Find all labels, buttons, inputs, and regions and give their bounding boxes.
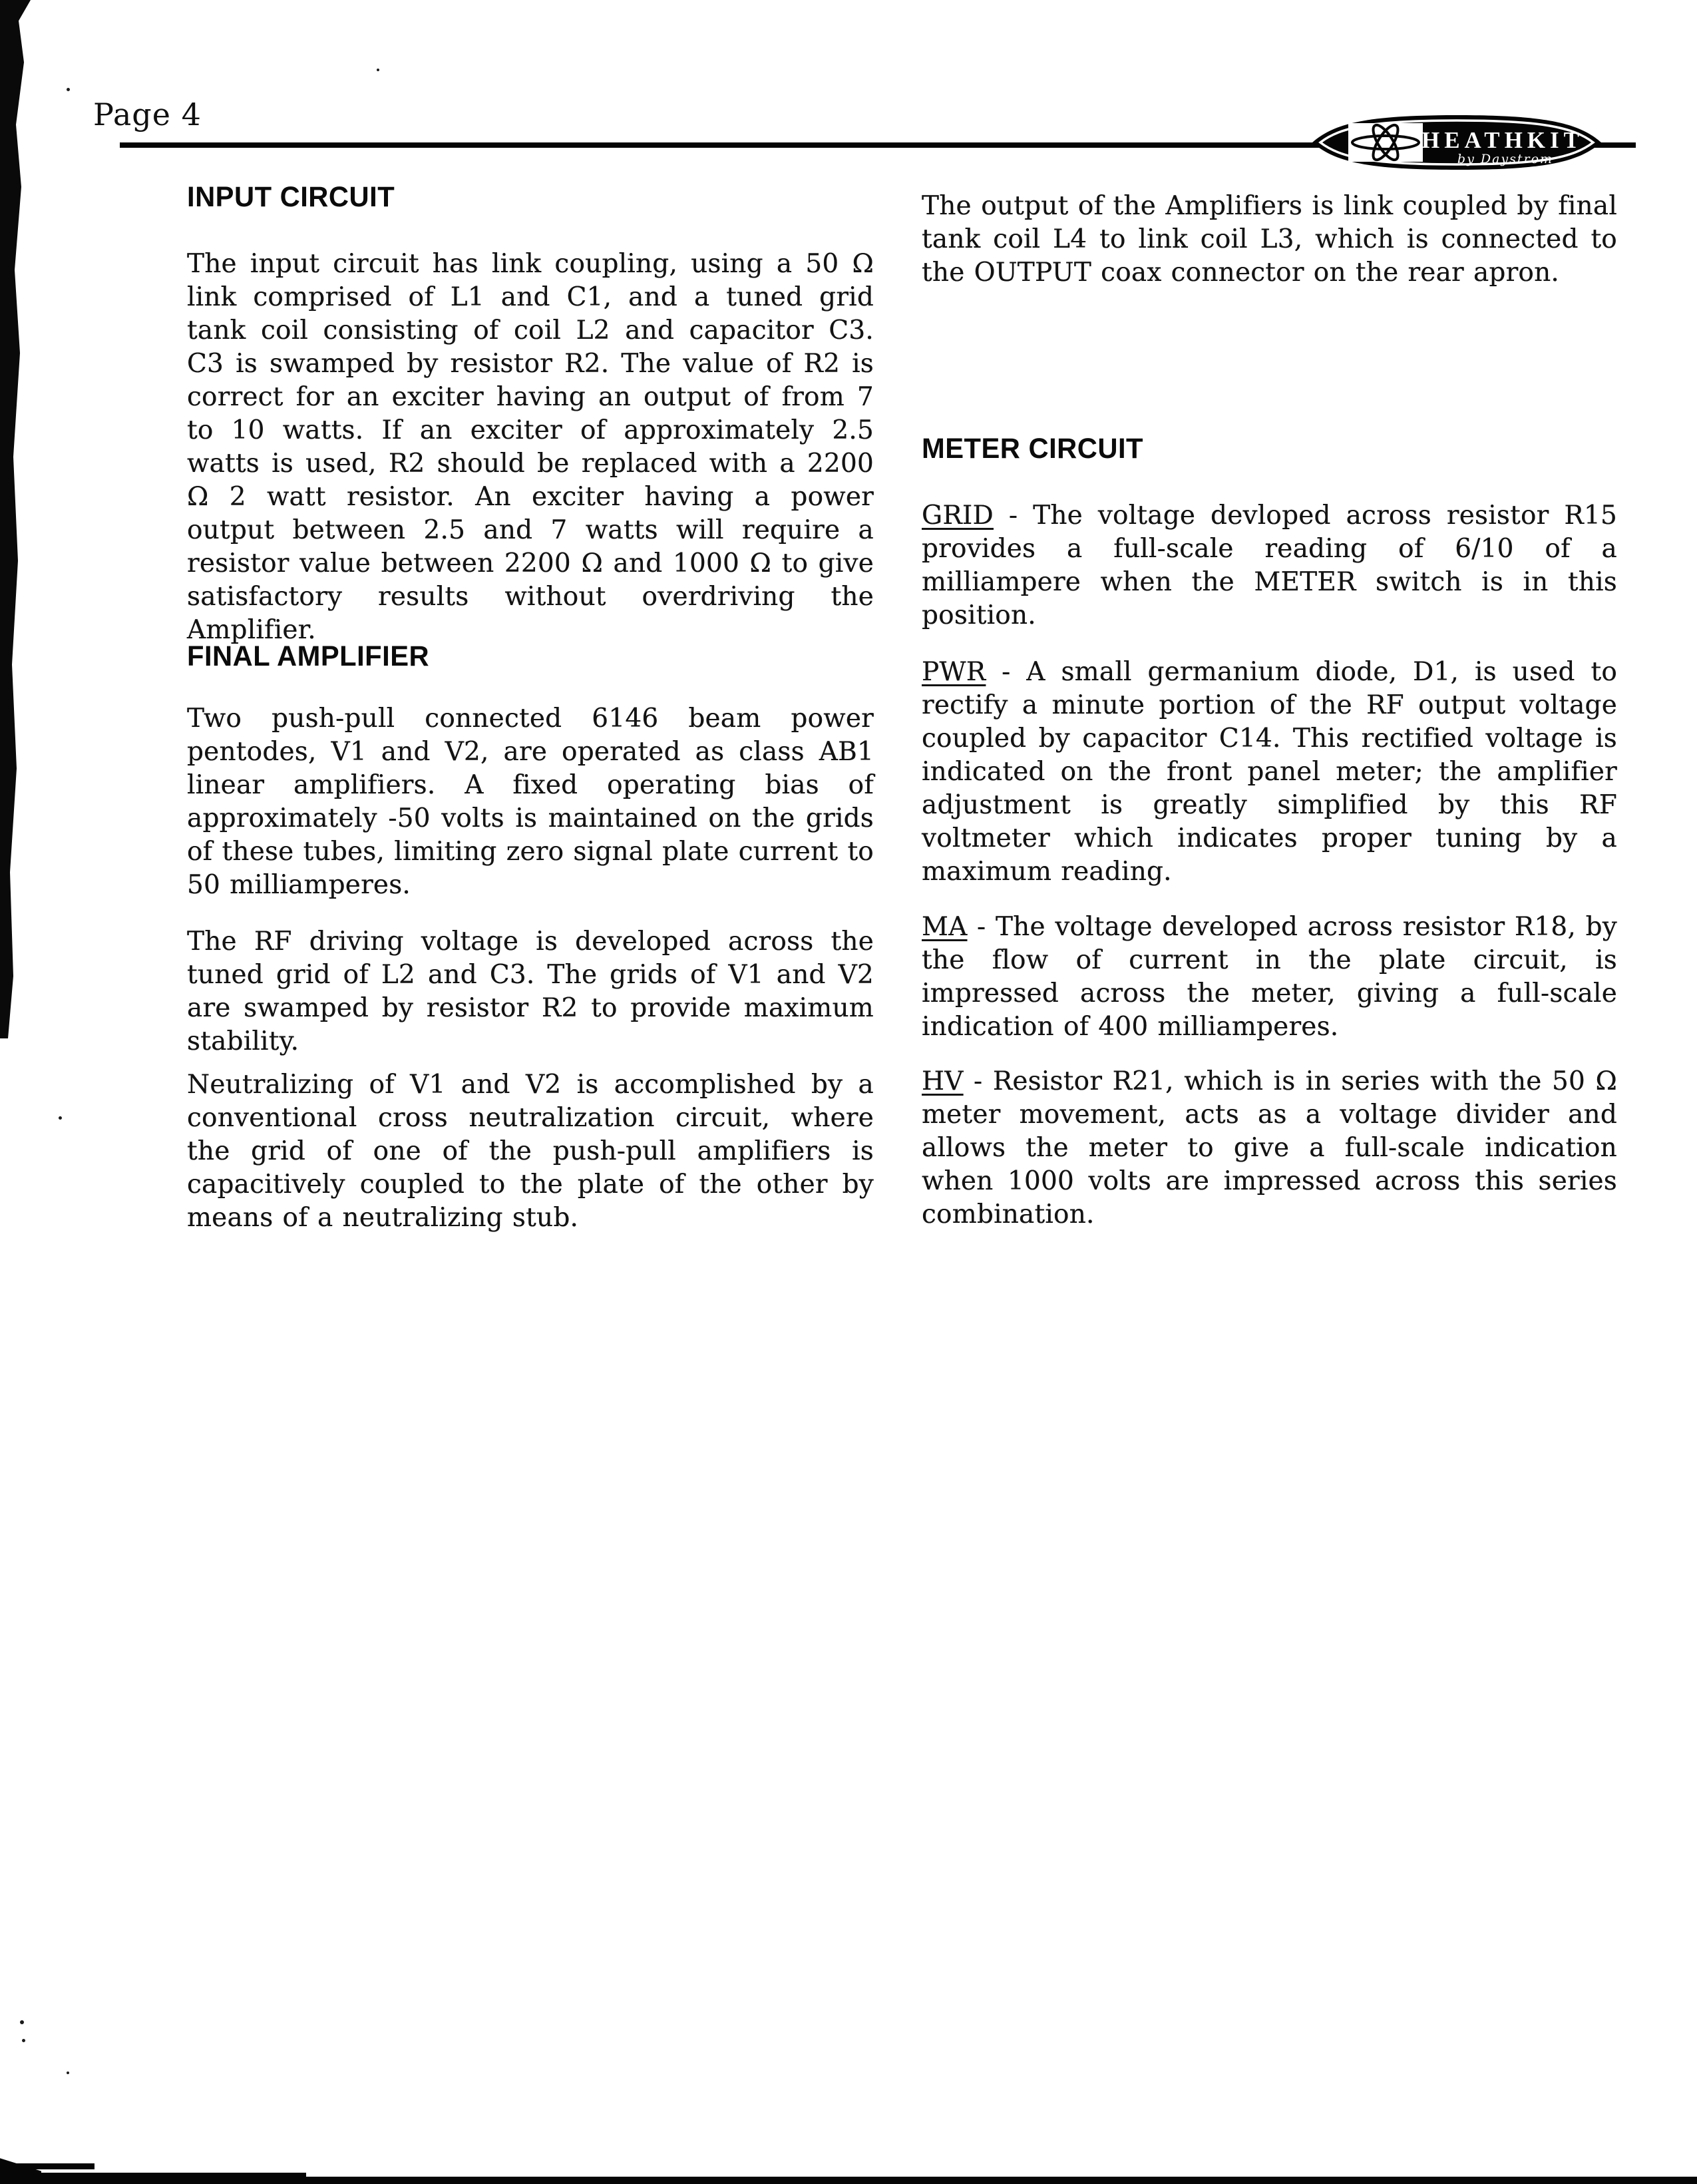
- paragraph-final-amplifier-3: Neutralizing of V1 and V2 is accomplished by a conventional cross neutralization circuit, where the grid of one of the push-pull amplifiers is capacitively coupled to the plate of the other by means of a neutralizing stub.: [187, 1070, 874, 1233]
- meter-position-text-ma: - The voltage developed across resistor R18, by the flow of current in the plate circuit, is impressed across the meter, giving a full-scale indication of 400 milliamperes.: [922, 912, 1617, 1042]
- paragraph-final-amplifier-2: The RF driving voltage is developed across the tuned grid of L2 and C3. The grids of V1 and V2 are swamped by resistor R2 to provide maximum stability.: [187, 927, 874, 1056]
- section-heading-meter-circuit: METER CIRCUIT: [922, 433, 1144, 465]
- heathkit-logo-graphic: [1308, 110, 1605, 174]
- paragraph-meter-hv: [922, 1065, 1617, 1231]
- paragraph-output-coupling: The output of the Amplifiers is link coupled by final tank coil L4 to link coil L3, which is connected to the OUTPUT coax connector on the rear apron.: [922, 191, 1617, 288]
- scan-speck: [67, 2072, 69, 2074]
- meter-position-label-pwr: PWR: [922, 657, 986, 687]
- section-heading-input-circuit: INPUT CIRCUIT: [187, 181, 395, 213]
- logo-brand-text: HEATHKIT: [1421, 127, 1585, 153]
- paragraph-meter-grid: [922, 499, 1617, 632]
- paragraph-meter-pwr: [922, 656, 1617, 889]
- scan-bottom-band-artifact: [0, 2177, 1697, 2184]
- logo-tagline: by Daystrom: [1457, 152, 1554, 166]
- scan-speck: [22, 2039, 25, 2042]
- meter-position-text-pwr: - A small germanium diode, D1, is used to rectify a minute portion of the RF output voltage coupled by capacitor C14. This rectified voltage is indicated on the front panel meter; the amplifier adjustment is greatly simplified by this RF voltmeter which indicates proper tuning by a maximum reading.: [922, 657, 1617, 887]
- paragraph-input-circuit: The input circuit has link coupling, using a 50 Ω link comprised of L1 and C1, and a tuned grid tank coil consisting of coil L2 and capacitor C3. C3 is swamped by resistor R2. The value of R2 is correct for an exciter having an output of from 7 to 10 watts. If an exciter of approximately 2.5 watts is used, R2 should be replaced with a 2200 Ω 2 watt resistor. An exciter having a power output between 2.5 and 7 watts will require a resistor value between 2200 Ω and 1000 Ω to give satisfactory results without overdriving the Amplifier.: [187, 249, 874, 645]
- section-heading-final-amplifier: FINAL AMPLIFIER: [187, 640, 430, 672]
- page-number: Page 4: [93, 97, 202, 132]
- meter-position-label-hv: HV: [922, 1066, 964, 1096]
- meter-position-label-ma: MA: [922, 912, 968, 942]
- paragraph-final-amplifier-1: Two push-pull connected 6146 beam power pentodes, V1 and V2, are operated as class AB1 linear amplifiers. A fixed operating bias of approximately -50 volts is maintained on the grids of these tubes, limiting zero signal plate current to 50 milliamperes.: [187, 704, 874, 900]
- scan-speck: [377, 69, 379, 71]
- paragraph-meter-ma: [922, 911, 1617, 1044]
- meter-position-label-grid: GRID: [922, 501, 994, 531]
- heathkit-logo: [1308, 110, 1605, 174]
- logo-registered-mark: ®: [1591, 125, 1599, 136]
- scan-speck: [20, 2020, 24, 2024]
- scan-stroke-artifact: [3, 2163, 94, 2169]
- meter-position-text-grid: - The voltage devloped across resistor R15 provides a full-scale reading of 6/10 of a milliampere when the METER switch is in this position.: [922, 501, 1617, 630]
- meter-position-text-hv: - Resistor R21, which is in series with the 50 Ω meter movement, acts as a voltage divider and allows the meter to give a full-scale indication when 1000 volts are impressed across this series combination.: [922, 1066, 1617, 1229]
- scan-binding-artifact: [0, 0, 32, 1038]
- scan-speck: [67, 88, 70, 91]
- scan-speck: [59, 1116, 62, 1120]
